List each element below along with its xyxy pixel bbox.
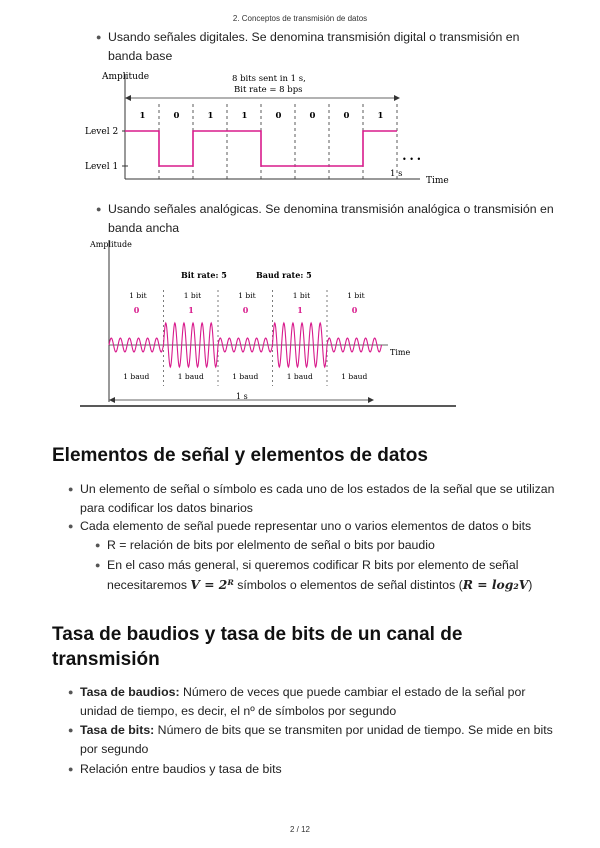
bit-value-label: 0 [242,305,249,315]
text-run: Número de veces que puede cambiar el estado de la señal por [179,685,526,699]
bullet-text-line: banda ancha [108,221,180,235]
baud-label: 1 baud [286,372,313,381]
term-bold: Tasa de baudios: [80,685,180,699]
x-axis-label: Time [426,176,449,186]
baud-label: 1 baud [123,372,150,381]
bullet-text-line: Relación entre baudios y tasa de bits [80,762,282,776]
bullet-text-line: banda base [108,49,173,63]
bullet-text-line: R = relación de bits por elelmento de señal o bits por baudio [107,538,435,552]
sub-bullet-general-case [95,556,533,595]
bit-label: 0 [343,111,350,121]
bullet-text-line: por segundo [80,742,149,756]
bit-value-label: 0 [133,305,140,315]
formula-bits: R = log₂V [462,577,529,592]
digital-signal-figure [80,62,460,187]
bit-label: 0 [275,111,282,121]
y-axis-label: Amplitude [102,72,150,82]
bullet-dot: ● [68,725,74,735]
bullet-text-line: Usando señales analógicas. Se denomina transmisión analógica o transmisión en [108,202,554,216]
bullet-analog [96,200,554,238]
sub-bullet-r-definition [95,536,435,555]
bullet-text-line [80,721,553,740]
bit-label: 0 [309,111,316,121]
level-2-label: Level 2 [85,127,119,137]
bullet-digital [96,28,520,66]
bullet-text-line: Usando señales digitales. Se denomina transmisión digital o transmisión en [108,30,520,44]
arrow-head-right [394,95,400,101]
baud-rate-label: Baud rate: 5 [256,270,312,280]
bit-count-label: 1 bit [238,291,256,300]
bit-count-label: 1 bit [292,291,311,300]
bit-count-label: 1 bit [183,291,202,300]
arrow-head-left [109,397,115,403]
bit-count-label: 1 bit [347,291,365,300]
analog-signal-figure [80,238,460,410]
heading-line: Tasa de baudios y tasa de bits de un canal de [52,624,463,645]
bullet-bit-rate [68,721,553,759]
bullet-dot: ● [68,521,74,531]
bullet-baud-rate [68,683,526,721]
note-line-2: Bit rate = 8 bps [234,85,303,95]
bit-label: 1 [241,111,248,121]
bit-value-label: 1 [188,305,194,315]
bit-label: 1 [207,111,214,121]
bit-count-label: 1 bit [129,291,147,300]
formula-symbols: V = 2ᴿ [190,577,234,592]
arrow-head-right [368,397,374,403]
heading-line: transmisión [52,649,160,670]
bullet-text-line: Un elemento de señal o símbolo es cada uno de los estados de la señal que se utilizan [80,482,555,496]
text-run: ) [528,578,533,592]
note-line-1: 8 bits sent in 1 s, [232,74,306,84]
term-bold: Tasa de bits: [80,723,155,737]
baud-label: 1 baud [232,372,259,381]
bullet-relation [68,760,282,779]
bullet-dot: ● [68,484,74,494]
bit-label: 1 [139,111,146,121]
bullet-dot: ● [95,560,101,570]
section-heading-baud-bit-rate [52,622,462,672]
bullet-dot: ● [96,32,102,42]
time-mark: 1 s [390,169,403,179]
digital-waveform [125,131,397,166]
level-1-label: Level 1 [85,162,119,172]
bullet-text-line: para codificar los datos binarios [80,501,253,515]
analog-waveform [109,323,382,367]
baud-label: 1 baud [177,372,204,381]
bit-value-label: 0 [351,305,358,315]
bullet-text-line [107,575,532,595]
bullet-text-line [80,683,525,702]
x-axis-label: Time [390,348,411,357]
bullet-dot: ● [96,204,102,214]
text-run: Número de bits que se transmiten por unidad de tiempo. Se mide en bits [154,723,553,737]
bullet-text-line: Cada elemento de señal puede representar uno o varios elementos de datos o bits [80,519,532,533]
page-number: 2 / 12 [289,825,310,834]
bit-labels [140,111,384,121]
bullet-text-line: unidad de tiempo, es decir, el nº de símbolos por segundo [80,704,397,718]
bit-label: 1 [377,111,384,121]
y-axis-label: Amplitude [90,240,132,249]
bullet-signal-represents [68,517,532,536]
bit-value-label: 1 [297,305,303,315]
section-heading-signal-elements: Elementos de señal y elementos de datos [52,445,428,466]
bullet-dot: ● [95,540,101,550]
bullet-dot: ● [68,687,74,697]
running-header: 2. Conceptos de transmisión de datos [232,14,368,23]
arrow-head-left [125,95,131,101]
ellipsis: • • • [402,155,422,164]
bullet-signal-element [68,480,555,518]
bit-label: 0 [173,111,180,121]
text-run: necesitaremos [107,578,187,592]
bit-rate-label: Bit rate: 5 [181,270,227,280]
bullet-dot: ● [68,764,74,774]
element-labels [123,291,367,381]
bullet-text-line: En el caso más general, si queremos codificar R bits por elemento de señal [107,558,519,572]
text-run: símbolos o elementos de señal distintos ( [237,578,463,592]
baud-label: 1 baud [341,372,368,381]
time-mark: 1 s [236,392,248,401]
